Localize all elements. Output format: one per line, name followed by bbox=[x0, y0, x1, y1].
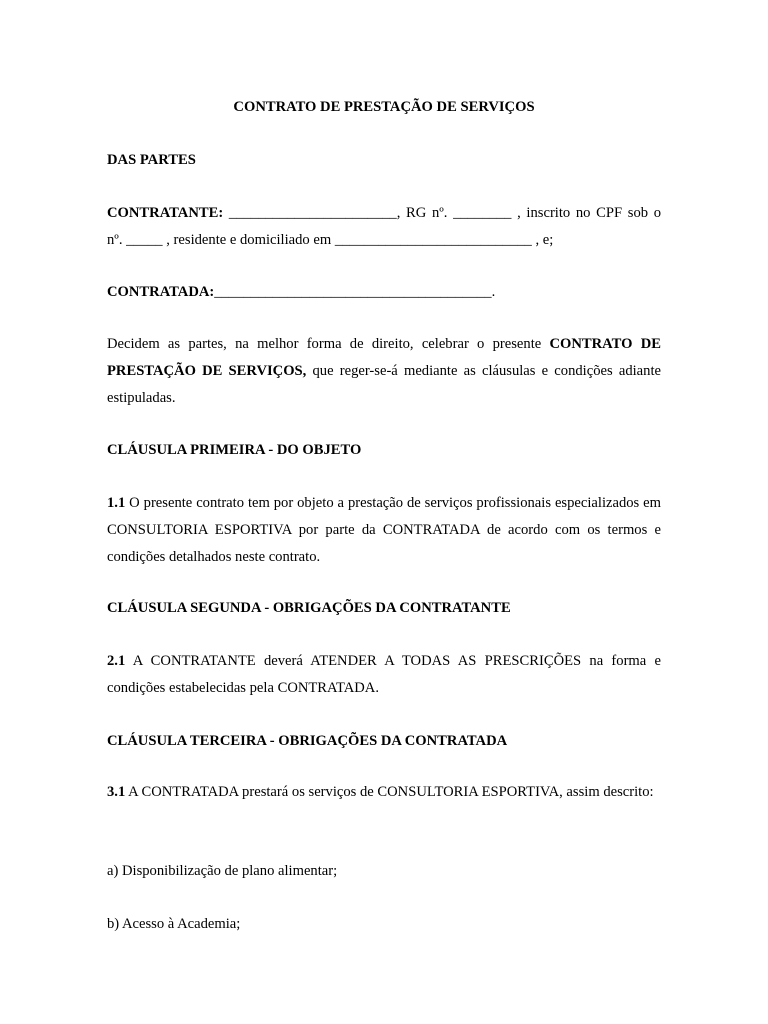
clause-3-list-item-b: b) Acesso à Academia; bbox=[107, 916, 241, 932]
contratada-label: CONTRATADA: bbox=[107, 284, 215, 300]
contratante-line-2: nº. _____ , residente e domiciliado em ___________________________ , e; bbox=[107, 232, 554, 248]
contratante-line-1 bbox=[107, 200, 661, 227]
contratante-paragraph bbox=[107, 200, 661, 254]
clause-3-item bbox=[107, 779, 661, 806]
document-title: CONTRATO DE PRESTAÇÃO DE SERVIÇOS bbox=[233, 99, 535, 115]
intro-paragraph bbox=[107, 331, 661, 412]
clause-2-item-text: A CONTRATANTE deverá ATENDER A TODAS AS PRESCRIÇÕES na forma e condições estabelecidas pela CONTRATADA. bbox=[107, 653, 661, 696]
clause-2-heading: CLÁUSULA SEGUNDA - OBRIGAÇÕES DA CONTRATANTE bbox=[107, 600, 511, 616]
intro-text-after: que reger-se-á mediante as cláusulas e condições adiante estipuladas. bbox=[107, 363, 661, 406]
clause-2-item-number: 2.1 bbox=[107, 653, 126, 669]
contratada-paragraph bbox=[107, 279, 661, 306]
clause-3-list-item-a: a) Disponibilização de plano alimentar; bbox=[107, 863, 338, 879]
contratante-line-1-text: _______________________, RG nº. ________ , inscrito no CPF sob o bbox=[223, 205, 661, 221]
contratada-blank: ______________________________________. bbox=[214, 284, 496, 300]
contratante-label: CONTRATANTE: bbox=[107, 205, 224, 221]
clause-1-item-number: 1.1 bbox=[107, 495, 126, 511]
clause-3-heading: CLÁUSULA TERCEIRA - OBRIGAÇÕES DA CONTRATADA bbox=[107, 733, 508, 749]
parties-heading: DAS PARTES bbox=[107, 152, 196, 168]
intro-contract-name: CONTRATO DE PRESTAÇÃO DE SERVIÇOS, bbox=[107, 336, 661, 379]
clause-3-item-text: A CONTRATADA prestará os serviços de CONSULTORIA ESPORTIVA, assim descrito: bbox=[125, 784, 654, 800]
clause-1-item bbox=[107, 490, 661, 571]
clause-1-item-text: O presente contrato tem por objeto a prestação de serviços profissionais especializados em CONSULTORIA ESPORTIVA por parte da CONTRATADA de acordo com os termos e condições detalhados neste contrato. bbox=[107, 495, 661, 565]
clause-1-heading: CLÁUSULA PRIMEIRA - DO OBJETO bbox=[107, 442, 362, 458]
clause-3-item-number: 3.1 bbox=[107, 784, 126, 800]
clause-2-item bbox=[107, 648, 661, 702]
intro-text-before: Decidem as partes, na melhor forma de direito, celebrar o presente bbox=[107, 336, 550, 352]
